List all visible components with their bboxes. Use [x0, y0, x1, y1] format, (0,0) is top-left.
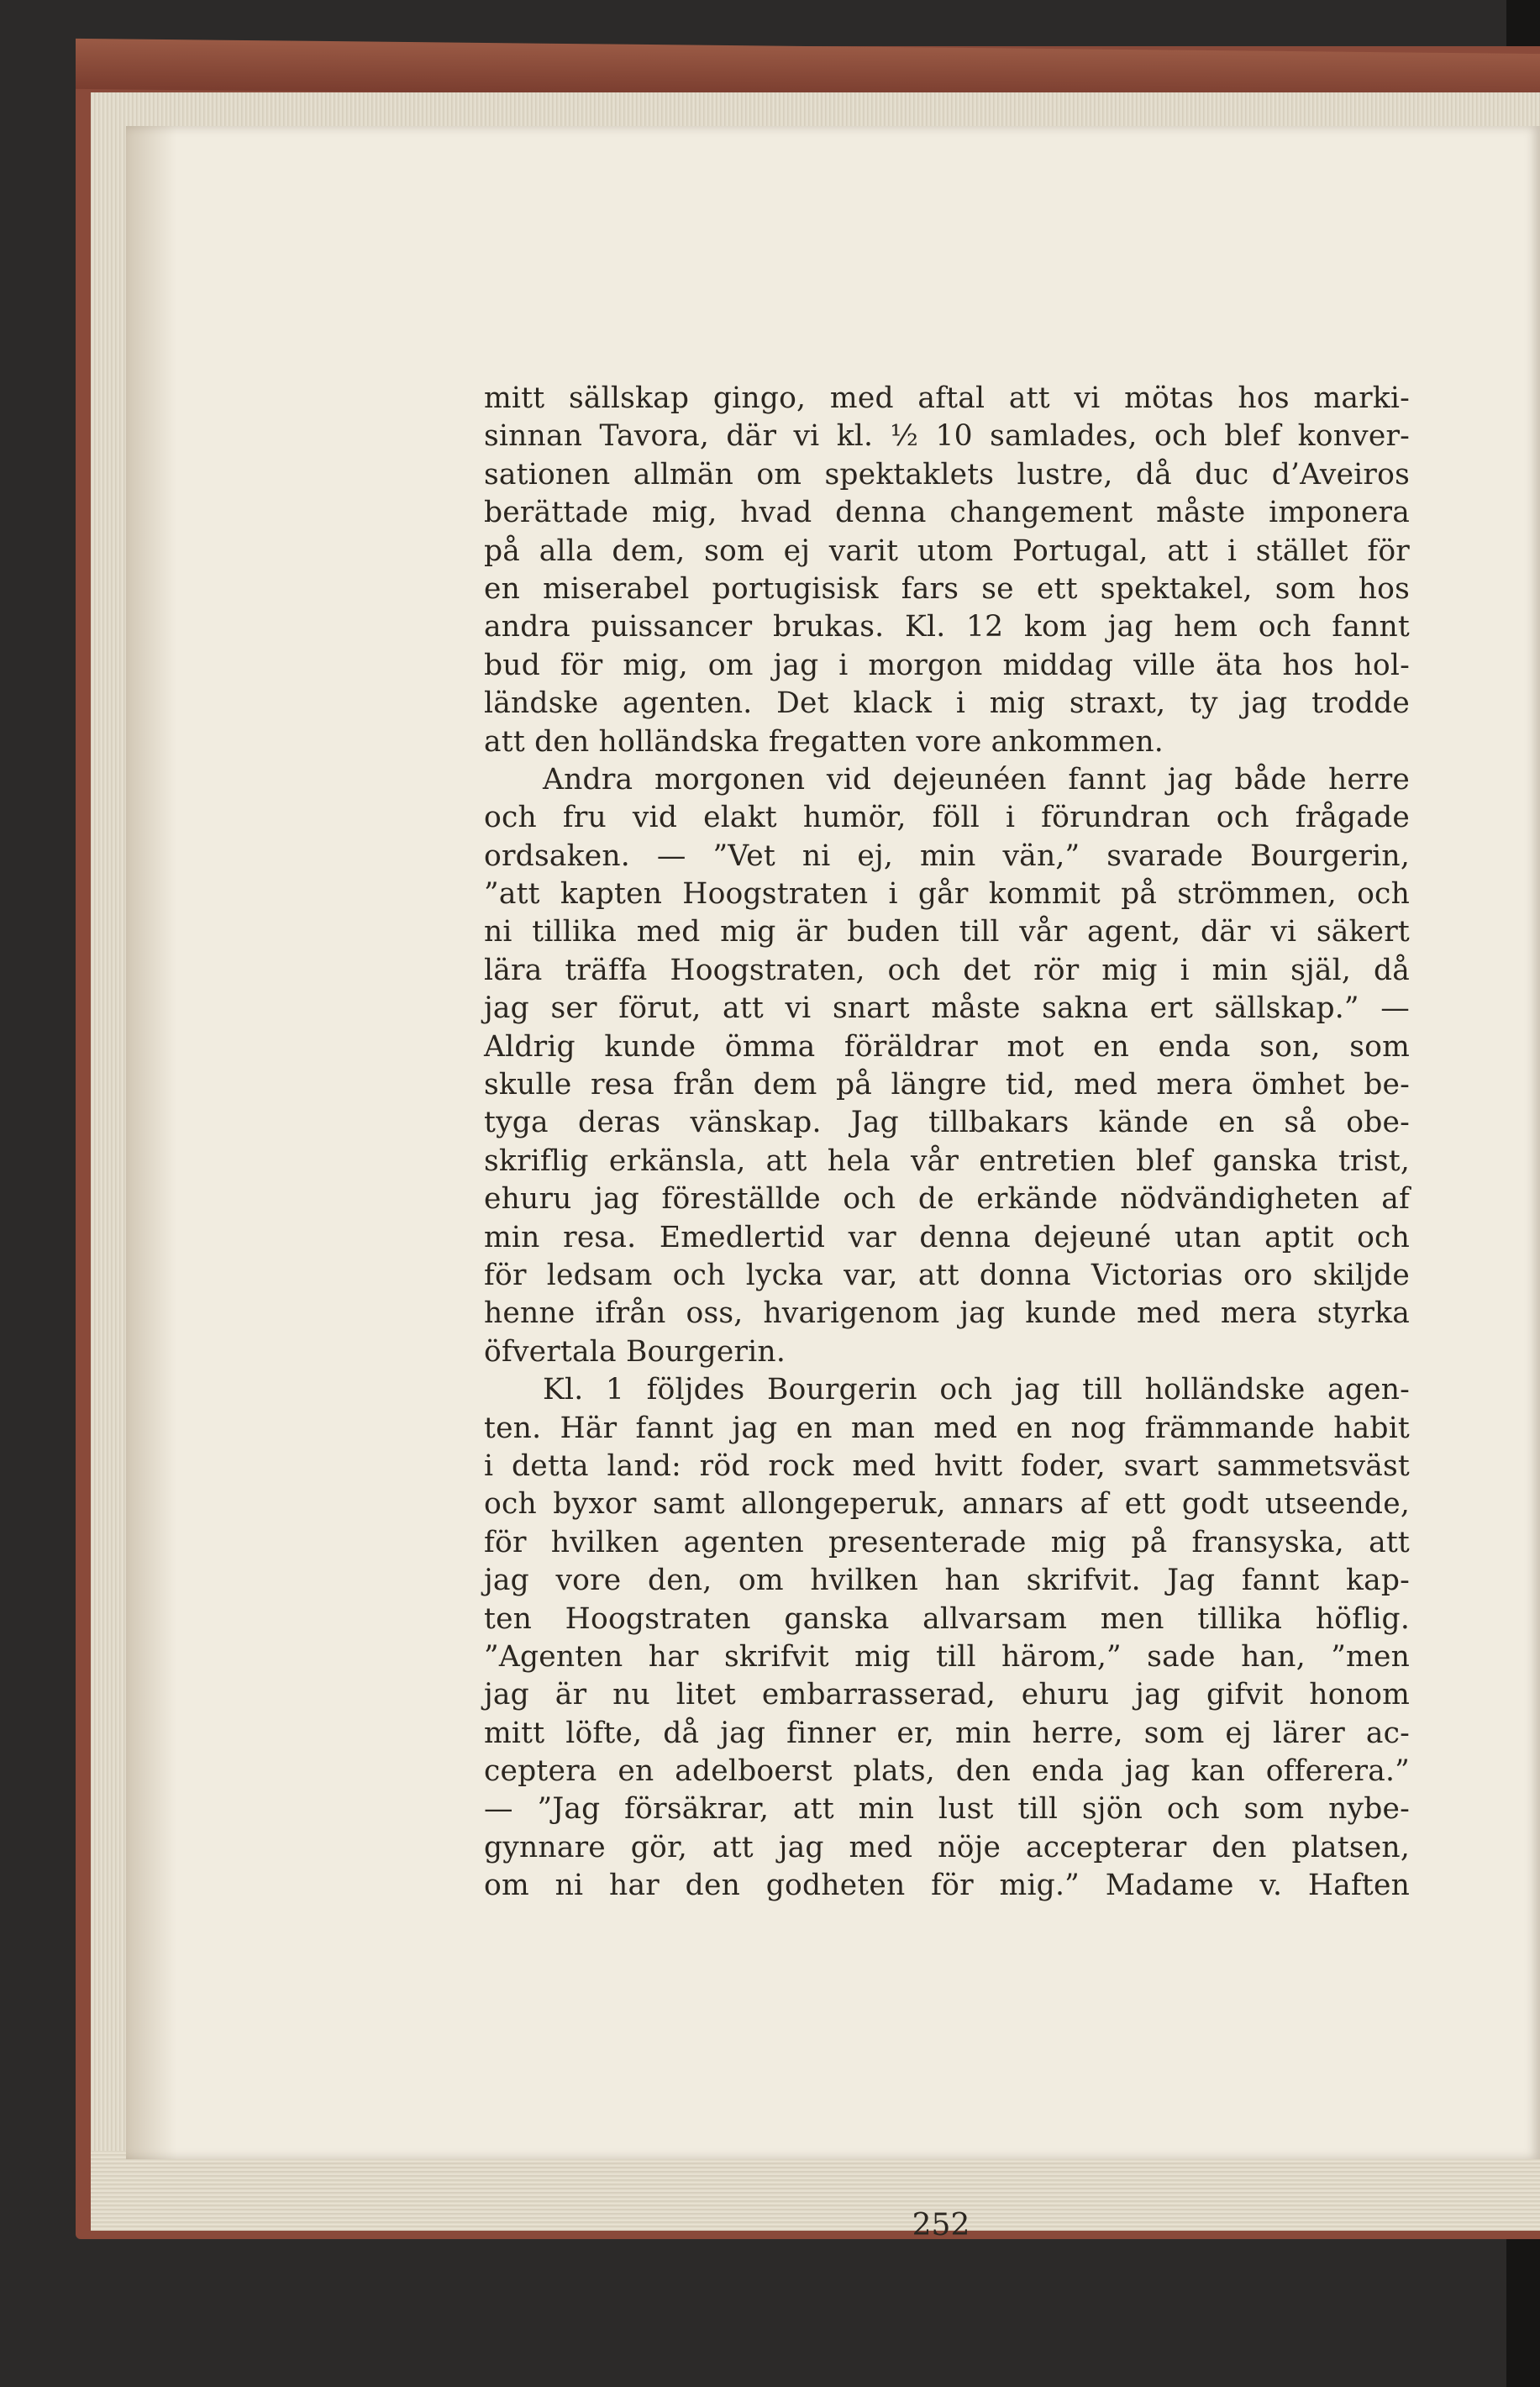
- text-line: att den holländska fregatten vore ankommen.: [484, 724, 1164, 759]
- text-line: för ledsam och lycka var, att donna Victorias oro skiljde: [484, 1258, 1410, 1292]
- text-line: andra puissancer brukas. Kl. 12 kom jag hem och fannt: [484, 610, 1410, 644]
- text-line: bud för mig, om jag i morgon middag ville äta hos hol-: [484, 648, 1410, 682]
- text-line: ten. Här fannt jag en man med en nog främmande habit: [484, 1411, 1410, 1445]
- text-line: för hvilken agenten presenterade mig på fransyska, att: [484, 1525, 1410, 1559]
- text-line: Andra morgonen vid dejeunéen fannt jag både herre: [543, 762, 1410, 797]
- text-line: — ”Jag försäkrar, att min lust till sjön och som nybe-: [484, 1792, 1410, 1827]
- text-line: ehuru jag föreställde och de erkände nödvändigheten af: [484, 1182, 1410, 1217]
- page-number: 252: [912, 2208, 970, 2242]
- text-line: Kl. 1 följdes Bourgerin och jag till holländske agen-: [543, 1373, 1410, 1407]
- text-line: sationen allmän om spektaklets lustre, då duc d’Aveiros: [484, 457, 1410, 492]
- text-line: ni tillika med mig är buden till vår agent, där vi säkert: [484, 915, 1410, 949]
- text-line: på alla dem, som ej varit utom Portugal, att i stället för: [484, 534, 1410, 568]
- text-line: sinnan Tavora, där vi kl. ½ 10 samlades, och blef konver-: [484, 419, 1410, 454]
- text-line: lära träffa Hoogstraten, och det rör mig i min själ, då: [484, 953, 1410, 987]
- text-line: öfvertala Bourgerin.: [484, 1334, 786, 1369]
- text-line: mitt löfte, då jag finner er, min herre, som ej lärer ac-: [484, 1716, 1410, 1750]
- page-gutter-shadow: [126, 126, 176, 2159]
- text-line: ”Agenten har skrifvit mig till härom,” sade han, ”men: [484, 1639, 1410, 1674]
- text-line: jag är nu litet embarrasserad, ehuru jag gifvit honom: [484, 1678, 1410, 1712]
- text-line: ordsaken. — ”Vet ni ej, min vän,” svarade Bourgerin,: [484, 839, 1410, 873]
- text-line: tyga deras vänskap. Jag tillbakars kände en så obe-: [484, 1106, 1410, 1140]
- body-text: [484, 380, 1410, 1906]
- text-line: jag ser förut, att vi snart måste sakna ert sällskap.” —: [484, 991, 1410, 1026]
- text-line: en miserabel portugisisk fars se ett spektakel, som hos: [484, 571, 1410, 606]
- text-line: ländske agenten. Det klack i mig straxt, ty jag trodde: [484, 686, 1410, 721]
- text-line: min resa. Emedlertid var denna dejeuné utan aptit och: [484, 1220, 1410, 1254]
- text-line: henne ifrån oss, hvarigenom jag kunde med mera styrka: [484, 1296, 1410, 1331]
- text-line: ceptera en adelboerst plats, den enda jag kan offerera.”: [484, 1754, 1410, 1789]
- text-line: mitt sällskap gingo, med aftal att vi mötas hos marki-: [484, 381, 1410, 415]
- text-line: om ni har den godheten för mig.” Madame v. Haften: [484, 1869, 1410, 1903]
- text-line: i detta land: röd rock med hvitt foder, svart sammetsväst: [484, 1448, 1410, 1483]
- text-line: gynnare gör, att jag med nöje accepterar den platsen,: [484, 1830, 1410, 1864]
- text-line: ten Hoogstraten ganska allvarsam men tillika höflig.: [484, 1601, 1410, 1636]
- page-stack-bottom: [91, 2151, 1540, 2231]
- text-line: Aldrig kunde ömma föräldrar mot en enda son, som: [484, 1029, 1410, 1064]
- text-line: och fru vid elakt humör, föll i förundran och frågade: [484, 801, 1410, 835]
- text-line: ”att kapten Hoogstraten i går kommit på strömmen, och: [484, 877, 1410, 912]
- text-line: berättade mig, hvad denna changement måste imponera: [484, 496, 1410, 530]
- text-line: skulle resa från dem på längre tid, med mera ömhet be-: [484, 1068, 1410, 1102]
- text-line: skriflig erkänsla, att hela vår entretien blef ganska trist,: [484, 1144, 1410, 1178]
- text-line: och byxor samt allongeperuk, annars af ett godt utseende,: [484, 1487, 1410, 1522]
- text-line: jag vore den, om hvilken han skrifvit. Jag fannt kap-: [484, 1564, 1410, 1598]
